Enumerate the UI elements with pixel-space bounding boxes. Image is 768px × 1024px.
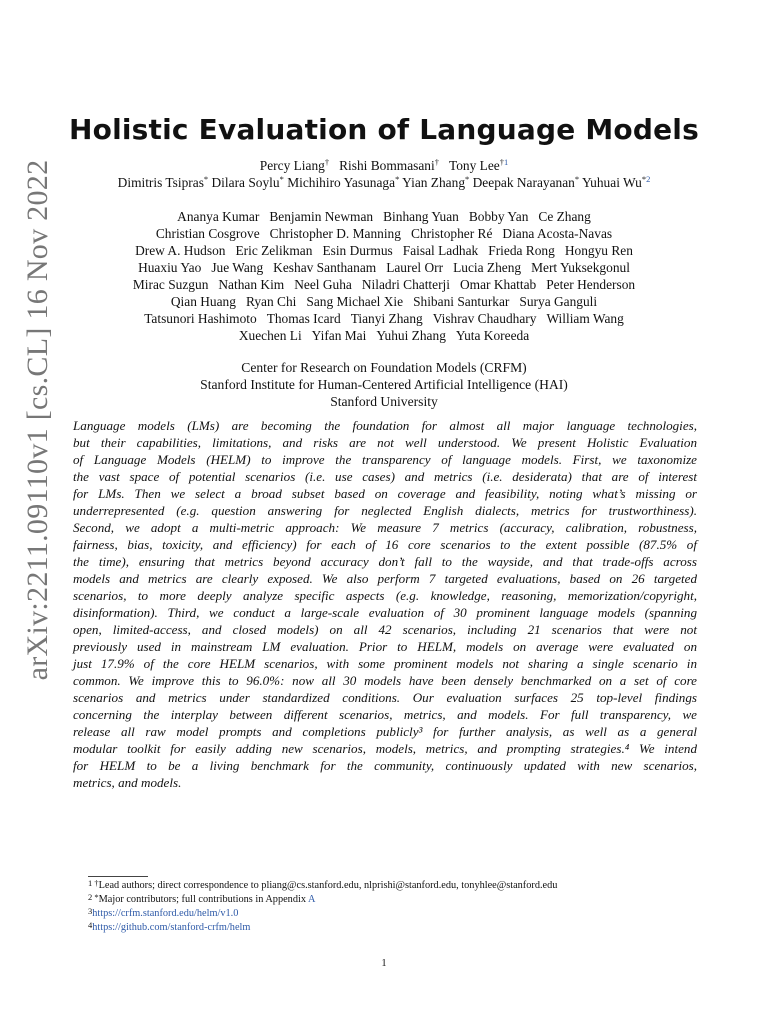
- author-name-text: Percy Liang: [259, 158, 325, 173]
- footnote-1-mark: 1 †: [88, 878, 99, 888]
- author-name: Keshav Santhanam: [273, 260, 377, 275]
- page-number: 1: [381, 958, 387, 969]
- lead-author-line: [60, 157, 708, 174]
- author-name: William Wang: [546, 311, 624, 326]
- author-mark: [395, 174, 399, 184]
- footnote-ref-link[interactable]: 1: [503, 157, 509, 167]
- helm-github-link[interactable]: https://github.com/stanford-crfm/helm: [92, 922, 251, 933]
- footnote-rule: [88, 876, 148, 877]
- contributor-line: [60, 225, 708, 242]
- author-name: [260, 158, 329, 173]
- author-name: Frieda Rong: [488, 243, 555, 258]
- contributor-line: [60, 242, 708, 259]
- abstract-line: but their capabilities, limitations, and risks are not well understood. We present Holistic Evaluation: [73, 435, 697, 450]
- appendix-link[interactable]: A: [307, 894, 316, 905]
- contributor-line: [60, 276, 708, 293]
- lead-author-line: [60, 174, 708, 191]
- abstract-line: scenarios and metrics under standardized conditions. Our evaluation surfaces 25 top-level findings: [73, 690, 697, 705]
- author-name-text: Tony Lee: [448, 158, 500, 173]
- author-mark: [280, 174, 284, 184]
- abstract-line: modular toolkit for easily adding new scenarios, models, metrics, and prompting strategies.⁴ We intend: [73, 741, 697, 756]
- abstract-line: fairness, bias, toxicity, and efficiency) for each of 16 core scenarios to the extent possible (87.5% of: [73, 537, 697, 552]
- author-name: Binhang Yuan: [383, 209, 459, 224]
- abstract-line: common. We improve this to 96.0%: now all 30 models have been densely benchmarked on a set of core: [73, 673, 697, 688]
- author-name: Nathan Kim: [218, 277, 285, 292]
- affiliation-line: Stanford University: [330, 394, 438, 409]
- abstract-line: underrepresented (e.g. question answering for neglected English dialects, metrics for trustworthiness).: [73, 503, 697, 518]
- abstract-line: the vast space of potential scenarios (i.e. use cases) and metrics (i.e. desiderata) that are of interest: [73, 469, 697, 484]
- author-name: Christopher D. Manning: [269, 226, 401, 241]
- author-name: Tianyi Zhang: [350, 311, 423, 326]
- footnotes: [88, 879, 557, 935]
- author-name: Thomas Icard: [266, 311, 341, 326]
- author-name: Neel Guha: [294, 277, 352, 292]
- author-name: Surya Ganguli: [519, 294, 598, 309]
- footnote-ref-link[interactable]: 2: [646, 174, 651, 184]
- author-name: Esin Durmus: [322, 243, 393, 258]
- contributor-line: [60, 208, 708, 225]
- author-mark-symbol: *: [574, 174, 580, 184]
- author-name: Yuhui Zhang: [376, 328, 446, 343]
- author-mark: [204, 174, 208, 184]
- footnote-4: [88, 921, 557, 935]
- author-mark-symbol: †: [434, 157, 439, 167]
- author-mark-symbol: *: [203, 174, 209, 184]
- author-mark-symbol: *: [279, 174, 284, 184]
- footnote-1: [88, 879, 557, 893]
- arxiv-identifier: arXiv:2211.09110v1 [cs.CL] 16 Nov 2022: [21, 159, 54, 681]
- author-mark-symbol: †: [324, 157, 330, 167]
- author-name-text: Dimitris Tsipras: [117, 175, 204, 190]
- author-name: [402, 175, 469, 190]
- affiliations: [0, 359, 768, 410]
- contributor-line: [60, 327, 708, 344]
- author-name: Faisal Ladhak: [402, 243, 479, 258]
- author-mark: [435, 157, 439, 167]
- author-name: Shibani Santurkar: [413, 294, 510, 309]
- abstract-line: release all raw model prompts and completions publicly³ for further analysis, as well as a general: [73, 724, 697, 739]
- footnote-2-text: Major contributors; full contributions in Appendix: [98, 894, 308, 905]
- author-mark-symbol: *: [465, 174, 470, 184]
- author-mark: [325, 157, 329, 167]
- contributor-line: [60, 293, 708, 310]
- author-name: Ryan Chi: [245, 294, 297, 309]
- affiliation-line: Center for Research on Foundation Models (CRFM): [241, 360, 527, 375]
- author-name-text: Michihiro Yasunaga: [287, 175, 396, 190]
- abstract: [73, 417, 697, 791]
- author-name-text: Rishi Bommasani: [339, 158, 435, 173]
- footnote-4-mark: 4: [88, 920, 93, 930]
- abstract-line: for LMs. Then we select a broad subset based on coverage and feasibility, noting what’s missing or: [73, 486, 697, 501]
- lead-authors: [60, 157, 708, 191]
- author-mark: [575, 174, 579, 184]
- helm-website-link[interactable]: https://crfm.stanford.edu/helm/v1.0: [92, 908, 239, 919]
- author-name: [212, 175, 284, 190]
- footnote-2: [88, 893, 557, 907]
- author-name: Yuta Koreeda: [455, 328, 530, 343]
- abstract-line: Second, we adopt a multi-metric approach: We measure 7 metrics (accuracy, calibration, robustness,: [73, 520, 697, 535]
- abstract-line: metrics, and models.: [73, 775, 182, 790]
- author-name: Sang Michael Xie: [306, 294, 404, 309]
- author-name: Christian Cosgrove: [155, 226, 260, 241]
- footnote-3: [88, 907, 557, 921]
- abstract-line: the time), ensuring that metrics beyond accuracy don’t fall to the wayside, and that trade-offs across: [73, 554, 697, 569]
- abstract-line: for HELM to be a living benchmark for the community, continuously updated with new scenarios,: [73, 758, 697, 773]
- author-name: Qian Huang: [170, 294, 236, 309]
- author-name: Drew A. Hudson: [135, 243, 226, 258]
- author-mark-symbol: *: [395, 174, 400, 184]
- author-name: [449, 158, 508, 173]
- paper-title: Holistic Evaluation of Language Models: [69, 113, 699, 146]
- footnote-3-mark: 3: [88, 906, 93, 916]
- author-name: Jue Wang: [211, 260, 264, 275]
- author-name: Huaxiu Yao: [138, 260, 202, 275]
- author-name-text: Deepak Narayanan: [472, 175, 575, 190]
- author-name-text: Yian Zhang: [402, 175, 466, 190]
- abstract-line: Language models (LMs) are becoming the foundation for almost all major language technologies,: [73, 418, 697, 433]
- author-name: [582, 175, 650, 190]
- author-name: Tatsunori Hashimoto: [144, 311, 257, 326]
- author-name: Mirac Suzgun: [132, 277, 209, 292]
- author-name: [118, 175, 208, 190]
- author-mark: [500, 157, 509, 167]
- author-name: Lucia Zheng: [453, 260, 522, 275]
- author-name: Ananya Kumar: [177, 209, 260, 224]
- author-name: Ce Zhang: [538, 209, 591, 224]
- author-name: Benjamin Newman: [269, 209, 374, 224]
- contributor-authors: [60, 208, 708, 344]
- abstract-line: scenarios, to more deeply analyze specific aspects (e.g. knowledge, reasoning, memorization/copyright,: [73, 588, 697, 603]
- author-mark: [642, 174, 651, 184]
- contributor-line: [60, 259, 708, 276]
- author-mark: [465, 174, 469, 184]
- author-name: Bobby Yan: [468, 209, 529, 224]
- author-name: [473, 175, 579, 190]
- abstract-line: disinformation). Third, we conduct a large-scale evaluation of 30 prominent language models (spanning: [73, 605, 697, 620]
- author-name: Eric Zelikman: [235, 243, 313, 258]
- abstract-line: concerning the interplay between different scenarios, metrics, and models. For full transparency, we: [73, 707, 697, 722]
- author-name: [287, 175, 399, 190]
- author-name: Yifan Mai: [311, 328, 367, 343]
- abstract-line: of Language Models (HELM) to improve the transparency of language models. First, we taxonomize: [73, 452, 697, 467]
- arxiv-sidebar: [14, 140, 62, 700]
- abstract-line: just 17.9% of the core HELM scenarios, with some prominent models not sharing a single scenario in: [73, 656, 697, 671]
- footnote-2-mark: 2 *: [88, 892, 99, 902]
- author-name: Laurel Orr: [386, 260, 444, 275]
- author-name: Christopher Ré: [410, 226, 493, 241]
- abstract-line: previously used in mainstream LM evaluation. Prior to HELM, models on average were evaluated on: [73, 639, 697, 654]
- author-name: Vishrav Chaudhary: [432, 311, 537, 326]
- author-name-text: Yuhuai Wu: [581, 175, 642, 190]
- author-name: Xuechen Li: [238, 328, 302, 343]
- author-name: Peter Henderson: [546, 277, 636, 292]
- author-name: Niladri Chatterji: [361, 277, 450, 292]
- abstract-line: open, limited-access, and closed models) on all 42 scenarios, including 21 scenarios that were not: [73, 622, 697, 637]
- abstract-line: models and metrics are clearly exposed. We also perform 7 targeted evaluations, based on 26 targeted: [73, 571, 697, 586]
- contributor-line: [60, 310, 708, 327]
- author-name: Hongyu Ren: [564, 243, 633, 258]
- author-name: Mert Yuksekgonul: [531, 260, 630, 275]
- affiliation-line: Stanford Institute for Human-Centered Artificial Intelligence (HAI): [200, 377, 568, 392]
- author-mark-symbol: *: [641, 174, 647, 184]
- author-name: Diana Acosta-Navas: [502, 226, 613, 241]
- footnote-1-text: Lead authors; direct correspondence to pliang@cs.stanford.edu, nlprishi@stanford.edu, tonyhlee@stanford.edu: [98, 880, 558, 891]
- author-mark-symbol: †: [499, 157, 504, 167]
- author-name-text: Dilara Soylu: [211, 175, 280, 190]
- author-name: [339, 158, 439, 173]
- author-name: Omar Khattab: [460, 277, 537, 292]
